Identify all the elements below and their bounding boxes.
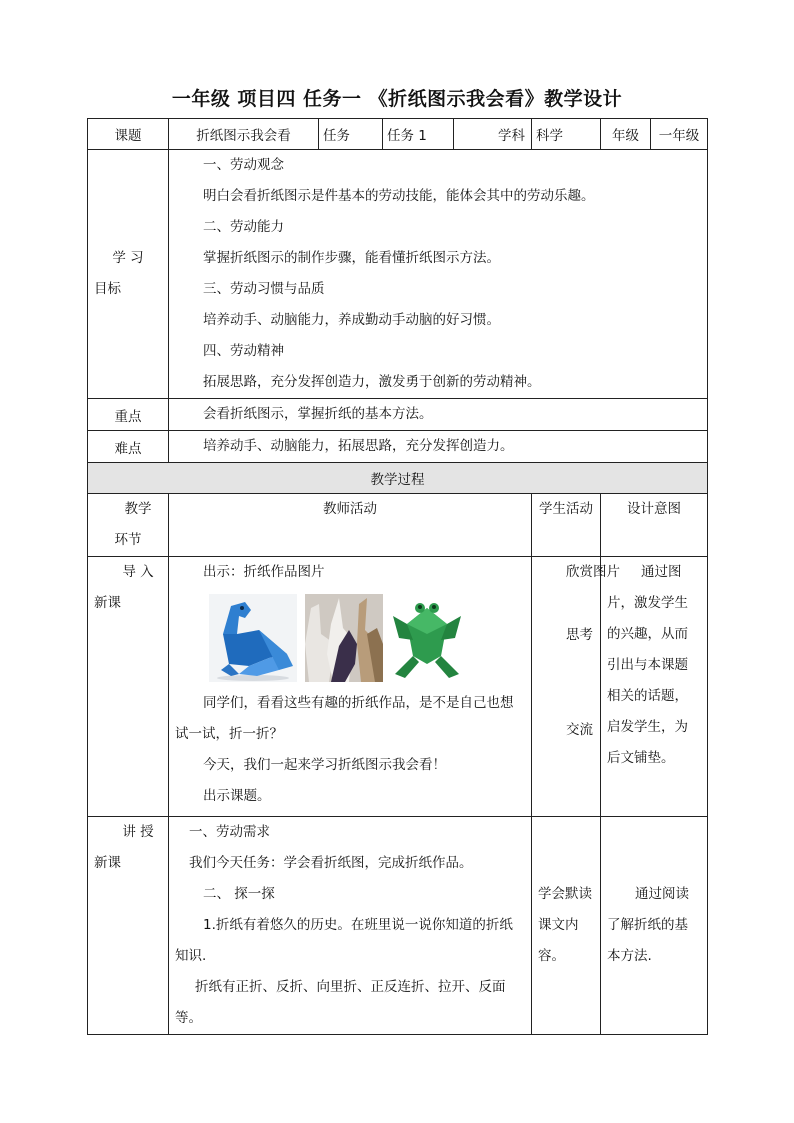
intro-paragraph-2: 今天，我们一起来学习折纸图示我会看！ [203,757,446,773]
intro-design-intent: 通过图片，激发学生的兴趣，从而引出与本课题相关的话题，启发学生，为后文铺垫。 [601,557,708,817]
objectives-label-line2: 目标 [94,281,121,297]
intro-paragraph-3: 出示课题。 [203,788,271,804]
student-activity-header: 学生活动 [532,494,601,557]
objective-text-1: 明白会看折纸图示是件基本的劳动技能，能体会其中的劳动乐趣。 [203,188,595,204]
lecture-line-2: 我们今天任务：学会看折纸图，完成折纸作品。 [189,855,473,871]
grade-value: 一年级 [651,119,708,150]
objective-text-2: 掌握折纸图示的制作步骤，能看懂折纸图示方法。 [203,250,500,266]
lecture-stage [88,817,169,1035]
objective-heading-2: 二、劳动能力 [203,219,284,235]
lecture-design-intent: 通过阅读了解折纸的基本方法. [601,817,708,1035]
objectives-row [88,150,708,399]
objective-text-3: 培养动手、动脑能力，养成勤动手动脑的好习惯。 [203,312,500,328]
intro-student-2: 思考 [566,627,593,643]
key-point-row [88,399,708,431]
lecture-stage-line2: 新课 [94,855,121,871]
task-label: 任务 [319,119,383,150]
grade-label: 年级 [601,119,651,150]
origami-images [169,588,531,688]
subject-value: 科学 [532,119,601,150]
objective-text-4: 拓展思路，充分发挥创造力，激发勇于创新的劳动精神。 [203,374,541,390]
intro-stage-line2: 新课 [94,595,121,611]
lecture-student-activity: 学会默读课文内容。 [532,817,601,1035]
intro-stage [88,557,169,817]
objectives-label-line1: 学 习 [112,250,144,266]
objectives-label [88,150,169,399]
info-row [88,119,708,150]
key-point-text: 会看折纸图示，掌握折纸的基本方法。 [169,399,708,431]
intro-student-3: 交流 [566,722,593,738]
teacher-activity-header: 教师活动 [169,494,532,557]
intro-stage-line1: 导 入 [122,564,154,580]
design-intent-header: 设计意图 [601,494,708,557]
intro-row [88,557,708,817]
topic-label: 课题 [88,119,169,150]
stage-header-line2: 环节 [114,532,142,548]
lesson-plan-table [87,118,708,1035]
page-title: 一年级 项目四 任务一 《折纸图示我会看》教学设计 [171,88,623,110]
lecture-line-5: 折纸有正折、反折、向里折、正反连折、拉开、反面等。 [175,979,506,1026]
topic-value: 折纸图示我会看 [169,119,319,150]
process-header: 教学过程 [88,463,708,494]
difficulty-text: 培养动手、动脑能力，拓展思路，充分发挥创造力。 [169,431,708,463]
lecture-teacher-activity [169,817,532,1035]
task-value: 任务 1 [383,119,454,150]
objective-heading-1: 一、劳动观念 [203,157,284,173]
intro-show-text: 出示：折纸作品图片 [203,564,325,580]
objective-heading-4: 四、劳动精神 [203,343,284,359]
lecture-line-3: 二、 探一探 [203,886,275,902]
lecture-row [88,817,708,1035]
origami-frog-image [389,594,465,682]
stage-header [88,494,169,557]
stage-header-line1: 教学 [124,501,152,517]
origami-dinosaur-image [209,594,297,682]
lecture-line-4: 1.折纸有着悠久的历史。在班里说一说你知道的折纸知识. [175,917,513,964]
origami-rabbits-image [305,594,383,682]
intro-student-1: 欣赏图片 [566,564,620,580]
lecture-stage-line1: 讲 授 [122,824,154,840]
key-point-label: 重点 [88,399,169,431]
lecture-line-1: 一、劳动需求 [189,824,270,840]
objectives-content [169,150,708,399]
process-header-row [88,463,708,494]
column-header-row [88,494,708,557]
intro-teacher-activity [169,557,532,817]
intro-paragraph-1: 同学们，看看这些有趣的折纸作品，是不是自己也想试一试，折一折？ [175,695,514,742]
difficulty-row [88,431,708,463]
subject-label: 学科 [454,119,532,150]
difficulty-label: 难点 [88,431,169,463]
objective-heading-3: 三、劳动习惯与品质 [203,281,325,297]
intro-student-activity [532,557,620,817]
